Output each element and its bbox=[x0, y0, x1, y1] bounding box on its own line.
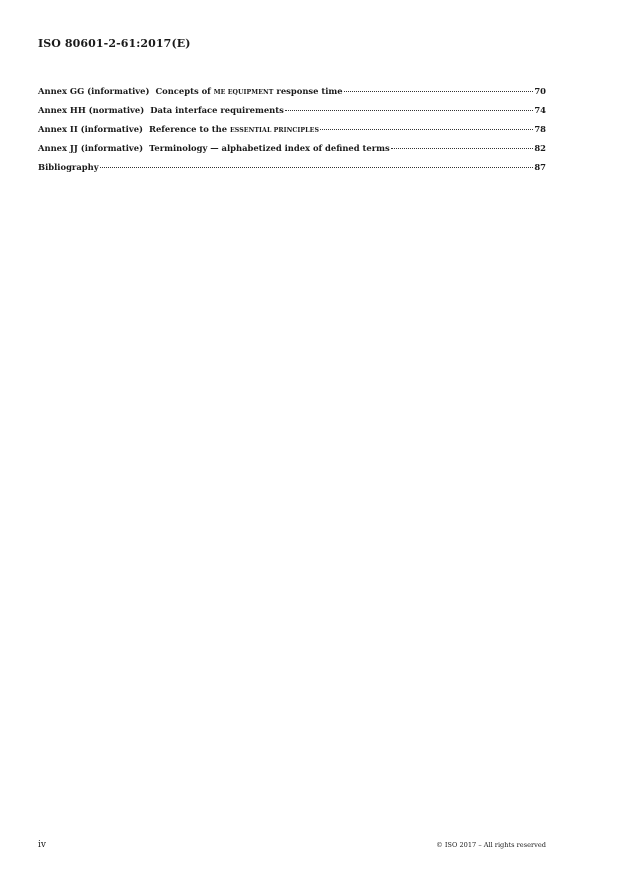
dot-leader bbox=[285, 110, 534, 111]
page-number: iv bbox=[38, 840, 46, 850]
toc-entry-title: Bibliography bbox=[38, 162, 99, 172]
toc-entry-title: Annex JJ (informative) Terminology — alphabetized index of defined terms bbox=[38, 143, 390, 153]
dot-leader bbox=[344, 91, 534, 92]
toc-entry-annex-hh[interactable] bbox=[38, 105, 546, 124]
dot-leader bbox=[391, 148, 534, 149]
dot-leader bbox=[320, 129, 533, 130]
document-header: ISO 80601-2-61:2017(E) bbox=[38, 37, 191, 50]
toc-entry-annex-jj[interactable] bbox=[38, 143, 546, 162]
toc-page-number: 70 bbox=[534, 86, 546, 96]
toc-entry-title: Annex GG (informative) Concepts of ME EQUIPMENT response time bbox=[38, 86, 343, 96]
toc-entry-annex-gg[interactable] bbox=[38, 86, 546, 105]
toc-page-number: 78 bbox=[534, 124, 546, 134]
toc-entry-title: Annex II (informative) Reference to the ESSENTIAL PRINCIPLES bbox=[38, 124, 320, 134]
toc-entry-title: Annex HH (normative) Data interface requirements bbox=[38, 105, 284, 115]
toc-page-number: 87 bbox=[534, 162, 546, 172]
copyright-notice: © ISO 2017 – All rights reserved bbox=[436, 841, 546, 849]
toc-page-number: 74 bbox=[534, 105, 546, 115]
dot-leader bbox=[100, 167, 534, 168]
toc-page-number: 82 bbox=[534, 143, 546, 153]
toc-entry-annex-ii[interactable] bbox=[38, 124, 546, 143]
table-of-contents bbox=[38, 86, 546, 181]
toc-entry-bibliography[interactable] bbox=[38, 162, 546, 181]
